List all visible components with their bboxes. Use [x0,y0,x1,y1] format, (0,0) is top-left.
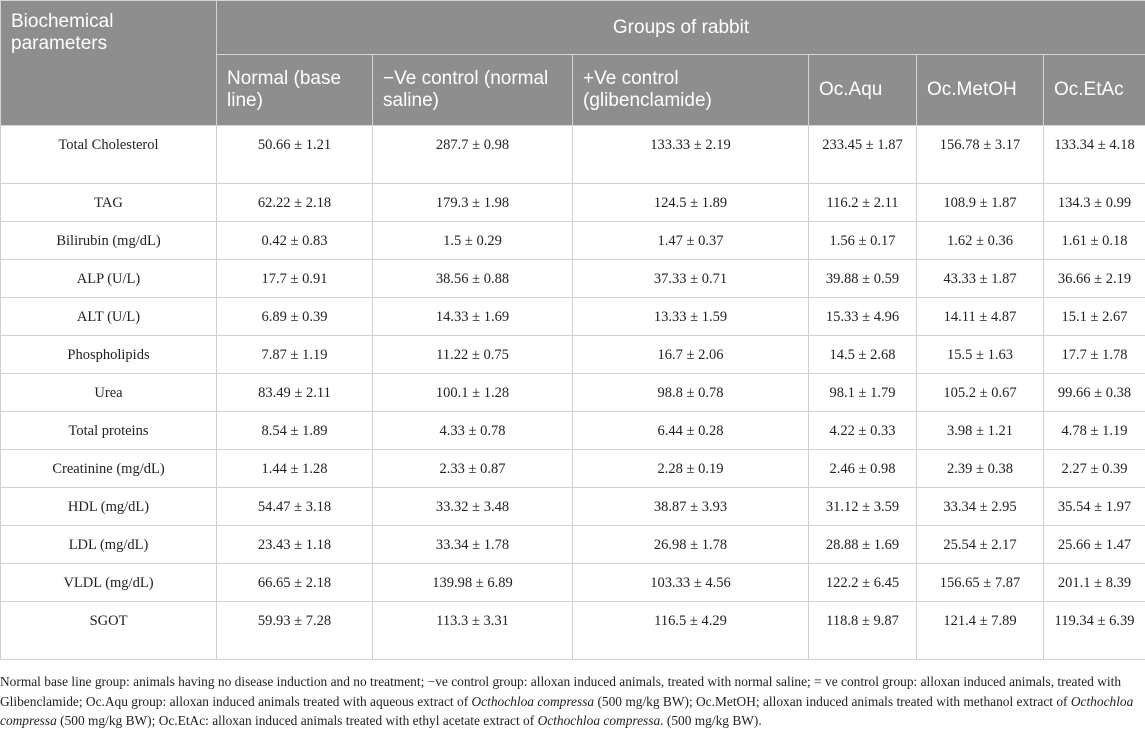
header-groups-of-rabbit: Groups of rabbit [217,1,1145,55]
value-cell: 59.93 ± 7.28 [217,602,373,660]
value-cell: 3.98 ± 1.21 [917,412,1044,450]
value-cell: 4.22 ± 0.33 [809,412,917,450]
value-cell: 15.5 ± 1.63 [917,336,1044,374]
value-cell: 14.5 ± 2.68 [809,336,917,374]
footnote-text: Normal base line group: animals having no disease induction and no treatment; −ve control group: alloxan induced animals, treated with normal saline; = ve control group: alloxan induced animals, treated with Glibenclamide; Oc.Aqu group: alloxan induced animals treated with aqueous extract of [0,674,1122,709]
value-cell: 33.34 ± 1.78 [373,526,573,564]
value-cell: 105.2 ± 0.67 [917,374,1044,412]
value-cell: 2.27 ± 0.39 [1044,450,1145,488]
table-footnote [0,672,1140,731]
value-cell: 15.33 ± 4.96 [809,298,917,336]
param-cell: VLDL (mg/dL) [1,564,217,602]
table-row [1,126,1145,184]
value-cell: 50.66 ± 1.21 [217,126,373,184]
value-cell: 38.56 ± 0.88 [373,260,573,298]
value-cell: 156.78 ± 3.17 [917,126,1044,184]
value-cell: 1.61 ± 0.18 [1044,222,1145,260]
table-row [1,488,1145,526]
value-cell: 108.9 ± 1.87 [917,184,1044,222]
value-cell: 116.5 ± 4.29 [573,602,809,660]
value-cell: 2.39 ± 0.38 [917,450,1044,488]
value-cell: 15.1 ± 2.67 [1044,298,1145,336]
value-cell: 6.89 ± 0.39 [217,298,373,336]
value-cell: 179.3 ± 1.98 [373,184,573,222]
value-cell: 1.47 ± 0.37 [573,222,809,260]
value-cell: 134.3 ± 0.99 [1044,184,1145,222]
table-row [1,412,1145,450]
value-cell: 287.7 ± 0.98 [373,126,573,184]
value-cell: 4.33 ± 0.78 [373,412,573,450]
value-cell: 8.54 ± 1.89 [217,412,373,450]
value-cell: 14.33 ± 1.69 [373,298,573,336]
table-row [1,602,1145,660]
param-cell: Total proteins [1,412,217,450]
value-cell: 16.7 ± 2.06 [573,336,809,374]
param-cell: LDL (mg/dL) [1,526,217,564]
value-cell: 43.33 ± 1.87 [917,260,1044,298]
value-cell: 99.66 ± 0.38 [1044,374,1145,412]
value-cell: 33.34 ± 2.95 [917,488,1044,526]
header-col-negative-control: −Ve control (normal saline) [373,55,573,126]
value-cell: 118.8 ± 9.87 [809,602,917,660]
param-cell: Phospholipids [1,336,217,374]
value-cell: 103.33 ± 4.56 [573,564,809,602]
header-col-oc-aqu: Oc.Aqu [809,55,917,126]
table-row [1,222,1145,260]
value-cell: 33.32 ± 3.48 [373,488,573,526]
param-cell: ALP (U/L) [1,260,217,298]
value-cell: 37.33 ± 0.71 [573,260,809,298]
value-cell: 1.56 ± 0.17 [809,222,917,260]
table-row [1,184,1145,222]
param-cell: Urea [1,374,217,412]
value-cell: 25.54 ± 2.17 [917,526,1044,564]
value-cell: 7.87 ± 1.19 [217,336,373,374]
value-cell: 36.66 ± 2.19 [1044,260,1145,298]
value-cell: 13.33 ± 1.59 [573,298,809,336]
value-cell: 54.47 ± 3.18 [217,488,373,526]
param-cell: Total Cholesterol [1,126,217,184]
table-body [1,126,1145,660]
value-cell: 116.2 ± 2.11 [809,184,917,222]
value-cell: 26.98 ± 1.78 [573,526,809,564]
table-row [1,260,1145,298]
value-cell: 121.4 ± 7.89 [917,602,1044,660]
value-cell: 98.1 ± 1.79 [809,374,917,412]
param-cell: ALT (U/L) [1,298,217,336]
species-name: Octhochloa compressa [537,713,661,728]
value-cell: 31.12 ± 3.59 [809,488,917,526]
param-cell: Bilirubin (mg/dL) [1,222,217,260]
species-name: Octhochloa compressa [0,693,1134,728]
header-col-oc-etac: Oc.EtAc [1044,55,1145,126]
value-cell: 66.65 ± 2.18 [217,564,373,602]
header-col-normal: Normal (base line) [217,55,373,126]
value-cell: 25.66 ± 1.47 [1044,526,1145,564]
value-cell: 17.7 ± 1.78 [1044,336,1145,374]
table-row [1,374,1145,412]
value-cell: 2.33 ± 0.87 [373,450,573,488]
value-cell: 2.46 ± 0.98 [809,450,917,488]
value-cell: 17.7 ± 0.91 [217,260,373,298]
param-cell: HDL (mg/dL) [1,488,217,526]
table-header [1,1,1145,126]
header-biochemical-parameters: Biochemical parameters [1,1,217,126]
value-cell: 233.45 ± 1.87 [809,126,917,184]
value-cell: 62.22 ± 2.18 [217,184,373,222]
value-cell: 124.5 ± 1.89 [573,184,809,222]
value-cell: 133.34 ± 4.18 [1044,126,1145,184]
table-row [1,526,1145,564]
value-cell: 23.43 ± 1.18 [217,526,373,564]
value-cell: 201.1 ± 8.39 [1044,564,1145,602]
value-cell: 0.42 ± 0.83 [217,222,373,260]
value-cell: 39.88 ± 0.59 [809,260,917,298]
value-cell: 6.44 ± 0.28 [573,412,809,450]
table-row [1,298,1145,336]
value-cell: 122.2 ± 6.45 [809,564,917,602]
table-row [1,450,1145,488]
table-row [1,336,1145,374]
header-col-positive-control: +Ve control (glibenclamide) [573,55,809,126]
value-cell: 83.49 ± 2.11 [217,374,373,412]
value-cell: 1.62 ± 0.36 [917,222,1044,260]
value-cell: 1.44 ± 1.28 [217,450,373,488]
footnote-text: . (500 mg/kg BW). [660,713,762,728]
param-cell: TAG [1,184,217,222]
param-cell: SGOT [1,602,217,660]
value-cell: 2.28 ± 0.19 [573,450,809,488]
footnote-text: (500 mg/kg BW); Oc.MetOH; alloxan induced animals treated with methanol extract of [594,693,1071,709]
value-cell: 119.34 ± 6.39 [1044,602,1145,660]
value-cell: 28.88 ± 1.69 [809,526,917,564]
table-row [1,564,1145,602]
param-cell: Creatinine (mg/dL) [1,450,217,488]
species-name: Octhochloa compressa [471,693,595,709]
value-cell: 100.1 ± 1.28 [373,374,573,412]
header-col-oc-metoh: Oc.MetOH [917,55,1044,126]
value-cell: 98.8 ± 0.78 [573,374,809,412]
value-cell: 14.11 ± 4.87 [917,298,1044,336]
value-cell: 156.65 ± 7.87 [917,564,1044,602]
footnote-text: (500 mg/kg BW); Oc.EtAc: alloxan induced animals treated with ethyl acetate extract of [56,713,538,728]
value-cell: 11.22 ± 0.75 [373,336,573,374]
value-cell: 139.98 ± 6.89 [373,564,573,602]
value-cell: 1.5 ± 0.29 [373,222,573,260]
value-cell: 35.54 ± 1.97 [1044,488,1145,526]
value-cell: 4.78 ± 1.19 [1044,412,1145,450]
value-cell: 38.87 ± 3.93 [573,488,809,526]
value-cell: 133.33 ± 2.19 [573,126,809,184]
value-cell: 113.3 ± 3.31 [373,602,573,660]
